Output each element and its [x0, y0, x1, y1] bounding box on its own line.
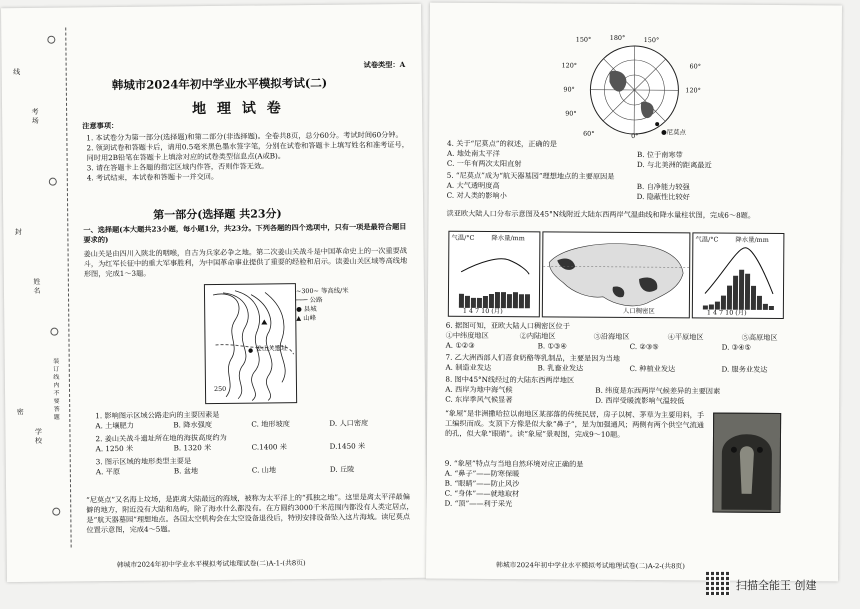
question-stem: 2. 姜山关战斗遗址所在地的海拔高度约为	[95, 432, 227, 444]
option: A. 制造业发达	[445, 362, 492, 373]
binding-hole	[50, 328, 58, 336]
option: C. “身体”——就地取材	[444, 488, 520, 499]
globe-label: 60°	[583, 129, 595, 138]
option: C.1400 米	[251, 442, 287, 452]
option: C. 一年有两次太阳直射	[446, 158, 522, 169]
question-stem: 6. 据图可知，亚欧大陆人口稠密区位于	[445, 320, 570, 331]
option: B. ①③④	[537, 341, 567, 351]
passage-1: 姜山关是由四川入陕北的咽喉，自古为兵家必争之地。第二次姜山关战斗是中国革命史上的一次重要战斗，为红军长征中的重大军事胜利，为中国革命事业提供了重要的经验和启示。读姜山关区域等高线地形图，完成1～3题。	[83, 245, 408, 279]
option: B. 乳畜业发达	[537, 363, 584, 373]
option: ②内陆地区	[519, 331, 556, 341]
binding-margin	[3, 28, 71, 549]
questions-4-5	[447, 139, 827, 204]
legend-item: ● 县城	[296, 304, 317, 314]
map-legend-dense: 人口稠密区	[622, 306, 655, 316]
option: A. 地处南太平洋	[446, 148, 500, 159]
binding-label-school: 学校	[34, 427, 43, 446]
chart-temp-label: 气温/°C	[695, 235, 719, 244]
option: ④平原地区	[667, 332, 704, 342]
option: B. 1320 米	[173, 443, 212, 453]
page-footer-right: 韩城市2024年初中学业水平模拟考试地理试卷(二)A-2-(共8页)	[496, 561, 685, 571]
climate-chart-east-plot	[693, 233, 784, 318]
contour-map	[204, 283, 297, 404]
legend-item: ─── 公路	[296, 295, 323, 305]
binding-label-room: 考场	[31, 107, 40, 126]
question-stem: 4. 关于“尼莫点”的叙述，正确的是	[447, 138, 558, 149]
chart-precip-label: 降水量/mm	[491, 234, 525, 243]
globe-label: 90°	[565, 109, 577, 118]
question-stem: 1. 影响图示区域公路走向的主要因素是	[95, 409, 220, 421]
option-row	[447, 191, 827, 204]
option: C. 地形坡度	[251, 419, 290, 429]
option: D. “顶”——利于采光	[444, 498, 513, 509]
note-item: 4. 考试结束，本试卷和答题卡一并交回。	[86, 171, 219, 183]
passage-3: “象屋”是非洲撒哈拉以南地区某部落的传统民居，房子以树、茅草为主要用料，手工编织而成。支顶下方像是似大象“鼻子”，是为加强通风；两侧有两个供空气流通的孔，似大象“眼睛”。读“象屋”景观图，完成9～10题。	[444, 408, 705, 439]
question-intro: 一、选择题(本大题共23小题，每小题1分，共23分。下列各题的四个选项中，只有一项是最符合题目要求的)	[83, 221, 407, 245]
question-9	[444, 459, 708, 511]
nemo-label: ●尼莫点	[661, 128, 686, 137]
question-stem: 7. 乙大洲西部人们喜食奶酪等乳制品，主要是因为当地	[445, 352, 621, 363]
option: C. 种植业发达	[629, 363, 676, 374]
elephant-house-photo	[712, 413, 781, 513]
question-stem: 3. 图示区域的地形类型主要是	[95, 456, 192, 467]
globe-label: 60°	[689, 62, 701, 71]
note-item: 2. 领到试卷和答题卡后，请用0.5毫米黑色墨水签字笔，分别在试卷和答题卡上填写姓名和准考证号，同时用2B铅笔在答题卡上填涂对应的试卷类型信息点(A或B)。	[86, 139, 409, 163]
option: B. 位于南寒带	[636, 150, 683, 160]
legend-item: ~300~ 等高线/米	[295, 286, 349, 296]
binding-label-seal: 封	[14, 228, 23, 238]
questions-6-8	[445, 321, 826, 408]
option-row	[445, 363, 825, 376]
globe-label: 150°	[643, 36, 660, 45]
map-label-pass: 姜山关遗址	[255, 344, 288, 353]
note-item: 1. 本试卷分为第一部分(选择题)和第二部分(非选择题)。全卷共8页，总分60分。考试时间60分钟。	[86, 130, 403, 143]
option: D.1450 米	[329, 441, 366, 451]
elephant-house-shape	[713, 414, 780, 512]
option: C. 对人类的影响小	[446, 190, 507, 201]
part1-title: 第一部分(选择题 共23分)	[153, 207, 282, 222]
option: A. 西岸为地中海气候	[445, 384, 513, 395]
option: D. 丘陵	[329, 464, 355, 474]
option: A. 大气透明度高	[446, 180, 500, 191]
option: C. 东岸季风气候显著	[445, 394, 513, 405]
option: B. 盆地	[173, 466, 199, 476]
passage-2: “尼莫点”又名海上坟场，是距离大陆最远的海域，被称为太平洋上的“孤独之地”。这里是离太平洋最偏僻的地方，附近没有大陆和岛屿，除了海水什么都没有。在方圆约3000千米范围内都没有人类定居点，是“航天器墓园”理想地点。各国太空机构会在太空设备退役后，特别安排设备坠入这片海域。读尼莫点位置示意图，完成4～5题。	[86, 491, 414, 535]
option: ③沿海地区	[593, 331, 630, 341]
chart-intro: 读亚欧大陆人口分布示意图及45°N线附近大陆东西两岸气温曲线和降水量柱状图，完成6～8题。	[446, 208, 756, 220]
note-item: 3. 请在答题卡上各题的指定区域内作答，否则作答无效。	[86, 161, 269, 173]
eurasia-map-shapes	[543, 232, 690, 317]
map-label-contour: 250	[213, 384, 227, 394]
option: B. 降水强度	[173, 420, 213, 430]
globe-label: 90°	[563, 85, 575, 94]
chart-temp-label: 气温/°C	[451, 233, 475, 242]
exam-page-left	[1, 4, 427, 582]
option: B. 纬度是东西两岸气候差异的主要因素	[595, 385, 721, 396]
option: D. 服务业发达	[721, 364, 768, 374]
chart-months: 1 4 7 10 (月)	[706, 308, 747, 317]
option: D. 人口密度	[329, 418, 369, 428]
questions-1-3	[95, 408, 416, 477]
option-row	[96, 464, 416, 477]
climate-chart-west	[448, 231, 541, 318]
globe-label: 120°	[685, 86, 701, 95]
binding-hole	[49, 178, 57, 186]
option: B. “眼睛”——防止风沙	[444, 478, 520, 489]
question-stem: 9. “象屋”特点与当地自然环境对应正确的是	[444, 458, 584, 469]
option: D. 与北美洲的距离最近	[636, 160, 712, 170]
binding-label-name: 姓名	[32, 277, 42, 296]
globe-label: 120°	[561, 61, 578, 70]
climate-chart-east	[692, 232, 785, 319]
exam-subtitle: 地 理 试 卷	[191, 100, 284, 118]
option: D. ③④⑤	[721, 342, 752, 352]
climate-chart-west-plot	[449, 232, 540, 317]
chart-precip-label: 降水量/mm	[735, 235, 769, 244]
polar-projection	[579, 42, 690, 139]
paper-type: 试卷类型：A	[363, 59, 406, 70]
globe-label: 150°	[575, 35, 592, 44]
option: D. 隐蔽性比较好	[636, 192, 690, 202]
notes-list	[86, 130, 413, 183]
option: D. 西岸受暖流影响气温较低	[595, 395, 685, 406]
option: A. ①②③	[445, 340, 475, 350]
question-stem: 8. 图中45°N线经过的大陆东西两岸地区	[445, 374, 575, 385]
binding-hole	[52, 508, 60, 516]
globe-label: 180°	[609, 33, 626, 42]
option-row	[95, 418, 415, 431]
eurasia-population-map	[542, 231, 691, 318]
binding-label-close: 密	[16, 407, 25, 418]
option: B. 自净能力较强	[636, 182, 690, 192]
option: ⑤高原地区	[741, 332, 778, 343]
exam-title: 韩城市2024年初中学业水平模拟考试(二)	[111, 75, 328, 93]
question-stem: 5. “尼莫点”成为“航天器墓园”理想地点的主要原因是	[446, 170, 615, 181]
notes-title: 注意事项：	[82, 120, 119, 131]
qr-code-icon	[706, 571, 730, 595]
chart-months: 1 4 7 10 (月)	[462, 306, 503, 316]
map-legend	[296, 287, 349, 324]
nemo-globe-figure	[561, 33, 701, 141]
binding-label-line: 线	[12, 68, 21, 78]
exam-page-right	[426, 3, 842, 582]
legend-item: ▲ 山峰	[296, 313, 317, 323]
option: A. 1250 米	[95, 443, 134, 454]
scanner-watermark: 扫描全能王 创建	[736, 579, 817, 592]
option: C. ②③⑤	[629, 341, 659, 352]
option: ①中纬度地区	[445, 330, 489, 340]
globe-label: 0°	[631, 131, 639, 141]
option: A. 平原	[95, 466, 121, 477]
option-row	[447, 159, 827, 172]
page-footer-left: 韩城市2024年初中学业水平模拟考试地理试卷(二)A-1-(共8页)	[116, 559, 306, 570]
option-row	[445, 395, 825, 408]
binding-warning: 装订线内不要答题	[51, 357, 60, 422]
binding-hole	[47, 36, 55, 44]
option: A. 土壤肥力	[95, 420, 134, 431]
option: A. “鼻子”——防寒保暖	[444, 468, 520, 479]
option: C. 山地	[251, 465, 277, 475]
option-row	[96, 441, 416, 454]
